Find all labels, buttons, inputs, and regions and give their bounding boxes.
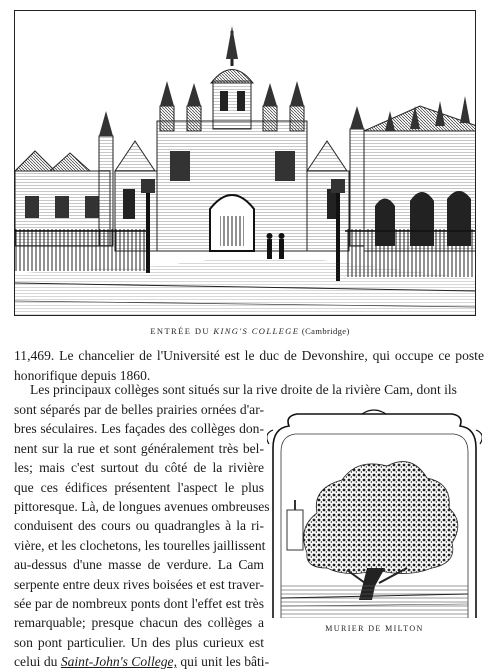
column-line: bres séculaires. Les façades des collèges don-: [14, 421, 264, 437]
column-line: vière, et les clochetons, les tourelles jaillissent: [14, 537, 266, 553]
column-line: sont séparés par de belles prairies ornées d'ar-: [14, 402, 264, 417]
column-line-suffix: qui unit les bâti-: [176, 654, 270, 670]
column-line: son pont particulier. Un des plus curieux est: [14, 634, 264, 650]
caption-place: (Cambridge): [301, 326, 350, 336]
left-column-text: [14, 400, 270, 672]
column-line: sée par de nombreux ponts dont l'effet est très: [14, 596, 264, 612]
column-line: que ces édifices présentent l'aspect le plus: [14, 479, 264, 495]
saint-johns-college-name: Saint-John's College,: [60, 654, 177, 670]
column-line: nent sur la rue et sont généralement très bel-: [14, 440, 264, 456]
column-line: pittoresque. Là, de longues avenues ombreuses: [14, 499, 270, 515]
column-line: remarquable; presque chacun des collèges a: [14, 615, 264, 631]
mulberry-caption: MURIER DE MILTON: [325, 624, 424, 633]
kings-college-engraving: [14, 10, 476, 316]
paragraph-colleges-intro: [14, 380, 484, 400]
column-line: au-dessus d'une masse de verdure. La Cam: [14, 557, 264, 573]
caption-prefix: ENTRÉE DU: [150, 326, 214, 336]
column-line: serpente entre deux rives boisées et est traver-: [14, 576, 264, 592]
column-line: les; mais c'est surtout du côté de la rivière: [14, 460, 264, 476]
engraving-caption: [0, 326, 500, 336]
paragraph-line: Les principaux collèges sont situés sur la rive droite de la rivière Cam, dont ils: [30, 382, 457, 397]
column-line-prefix: celui du: [14, 654, 61, 670]
caption-college-name: KING'S COLLEGE: [213, 326, 300, 336]
column-line: conduisent des cours ou quadrangles à la ri-: [14, 518, 264, 534]
paragraph-chancellor: 11,469. Le chancelier de l'Université est le duc de Devonshire, qui occupe ce poste honorifique depuis 1860.: [14, 348, 484, 383]
milton-mulberry-engraving: [267, 408, 482, 623]
column-line: [14, 652, 270, 671]
